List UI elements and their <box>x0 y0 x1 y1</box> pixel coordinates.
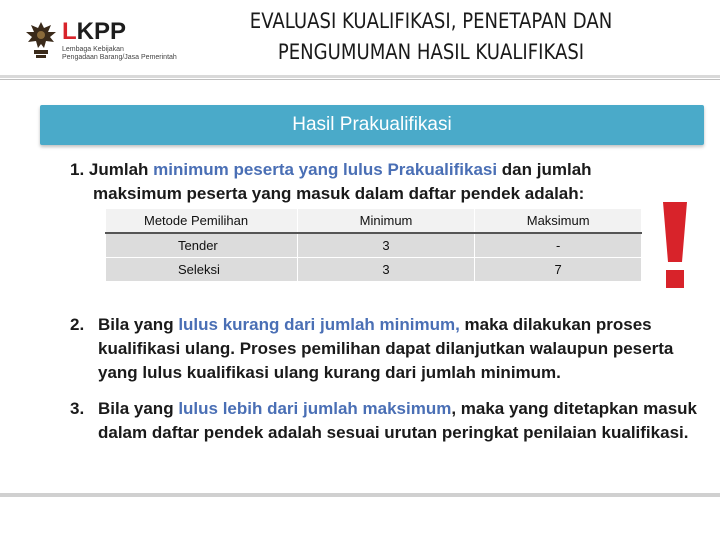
point-3 <box>70 397 700 445</box>
quota-table <box>105 208 642 282</box>
table-cell: 3 <box>297 233 475 258</box>
lkpp-logo <box>24 18 177 66</box>
point-text: Bila yang <box>98 315 179 334</box>
table-header-row <box>106 209 642 234</box>
point-text: Jumlah <box>88 160 154 179</box>
highlight-text: lulus lebih dari jumlah maksimum <box>178 399 452 418</box>
logo-wordmark: LKPP <box>62 18 127 45</box>
table-cell: - <box>475 233 642 258</box>
banner-title: Hasil Prakualifikasi <box>292 114 452 135</box>
point-number: 1. <box>70 160 85 179</box>
point-text-block <box>98 313 700 385</box>
garuda-emblem-icon <box>24 20 58 60</box>
point-2 <box>70 313 700 385</box>
column-header: Metode Pemilihan <box>106 209 298 234</box>
point-text: maka dilakukan proses kualifikasi ulang. Proses pemilihan dapat dilanjutkan walaupun peserta yang lulus kualifikasi ulang kurang dari jumlah minimum. <box>98 315 674 382</box>
header <box>0 0 720 78</box>
section-banner <box>40 105 704 145</box>
point-text-continued: maksimum peserta yang masuk dalam daftar pendek adalah: <box>93 184 585 203</box>
table-cell: 7 <box>475 258 642 282</box>
header-divider <box>0 75 720 78</box>
point-1 <box>70 158 670 206</box>
column-header: Maksimum <box>475 209 642 234</box>
point-text-block <box>98 397 700 445</box>
point-number: 3. <box>70 399 85 418</box>
footer-divider <box>0 493 720 497</box>
page-title: EVALUASI KUALIFIKASI, PENETAPAN DAN PENGUMUMAN HASIL KUALIFIKASI <box>249 9 613 64</box>
exclamation-icon <box>658 198 692 292</box>
table-row <box>106 233 642 258</box>
header-divider-thin <box>0 79 720 80</box>
point-text: Bila yang <box>98 399 179 418</box>
table-cell: Tender <box>106 233 298 258</box>
point-text: , maka yang ditetapkan masuk dalam daftar pendek adalah sesuai urutan peringkat penilaian kualifikasi. <box>98 399 697 442</box>
highlight-text: minimum peserta yang lulus Prakualifikasi <box>153 160 498 179</box>
table-cell: Seleksi <box>106 258 298 282</box>
table-cell: 3 <box>297 258 475 282</box>
table-row <box>106 258 642 282</box>
highlight-text: lulus kurang dari jumlah minimum, <box>178 315 460 334</box>
point-text: dan jumlah <box>497 160 592 179</box>
logo-subtitle: Lembaga Kebijakan Pengadaan Barang/Jasa Pemerintah <box>62 46 177 61</box>
column-header: Minimum <box>297 209 475 234</box>
point-number: 2. <box>70 315 85 334</box>
